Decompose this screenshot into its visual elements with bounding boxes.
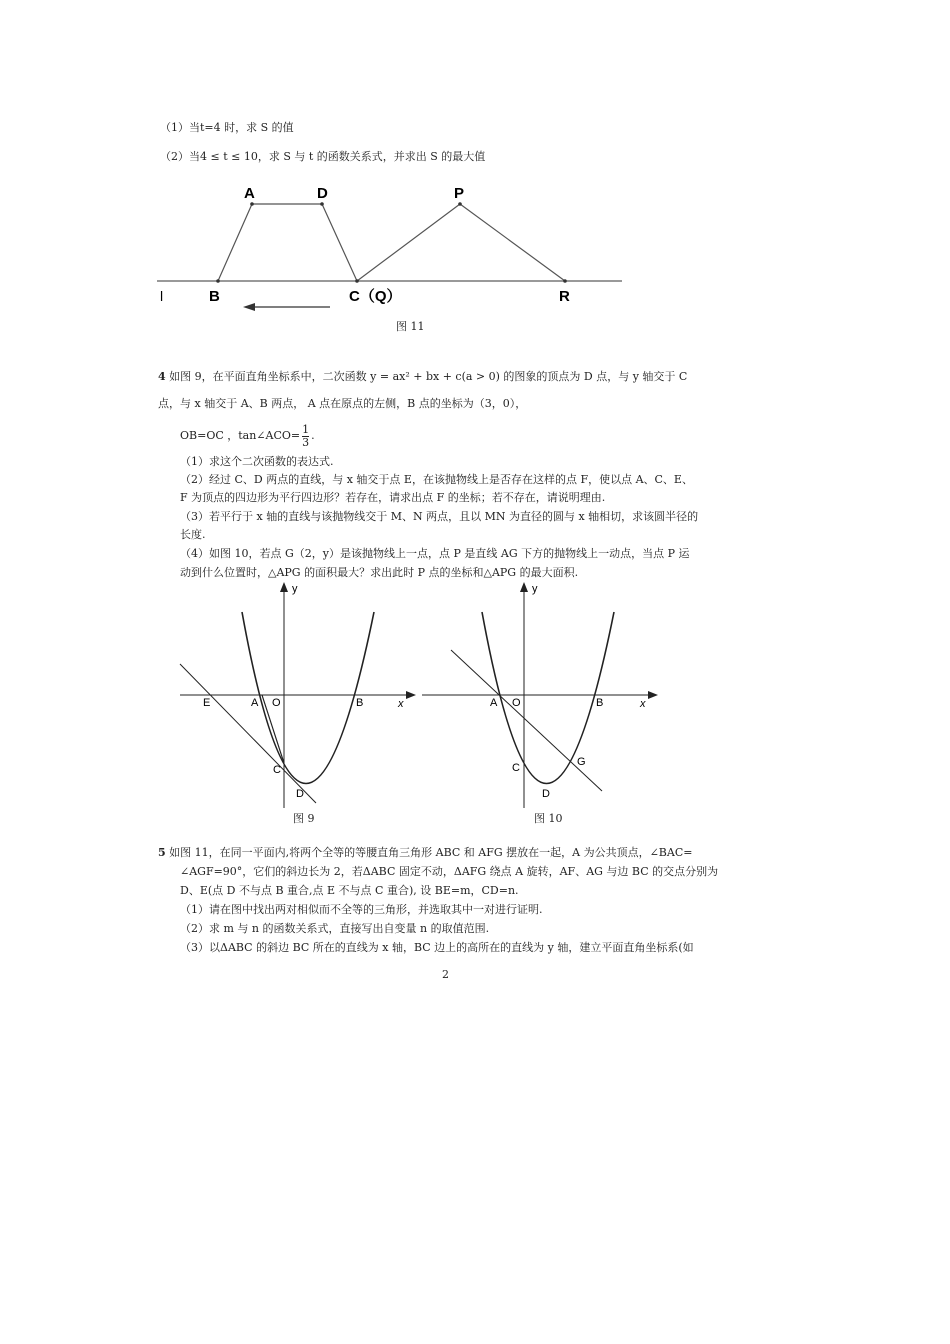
- figure-9-caption: 图 9: [293, 812, 315, 825]
- label-a: A: [251, 697, 259, 709]
- q4-line3-suffix: .: [311, 429, 315, 442]
- q4-sub2b: F 为顶点的四边形为平行四边形？若存在，请求出点 F 的坐标；若不存在，请说明理由.: [180, 491, 606, 504]
- label-d: D: [296, 788, 304, 800]
- label-e: E: [203, 697, 211, 709]
- q4-sub1: （1）求这个二次函数的表达式.: [180, 455, 334, 468]
- label-d: D: [317, 185, 328, 202]
- line-ag: [451, 650, 602, 791]
- figure-10: [415, 580, 665, 810]
- q5-number: 5: [158, 846, 166, 859]
- q4-sub4b: 动到什么位置时，△APG 的面积最大？求出此时 P 点的坐标和△APG 的最大面积.: [180, 566, 579, 579]
- q3-sub1: （1）当t=4 时，求 S 的值: [160, 121, 294, 134]
- label-a: A: [244, 185, 255, 202]
- q4-line2: 点，与 x 轴交于 A、B 两点， A 点在原点的左侧，B 点的坐标为（3，0），: [158, 397, 527, 410]
- label-a: A: [490, 697, 498, 709]
- label-g: G: [577, 756, 586, 768]
- trapezoid-abcd: [218, 204, 357, 281]
- q4-sub4a: （4）如图 10，若点 G（2，y）是该抛物线上一点，点 P 是直线 AG 下方的抛物线上一动点，当点 P 运: [180, 547, 690, 560]
- q4-sub3b: 长度.: [180, 528, 206, 541]
- q5-line3: D、E(点 D 不与点 B 重合,点 E 不与点 C 重合), 设 BE=m，CD=n.: [180, 884, 519, 897]
- label-o: O: [512, 697, 521, 709]
- y-axis-arrow-icon: [280, 582, 288, 592]
- q5-sub2: （2）求 m 与 n 的函数关系式，直接写出自变量 n 的取值范围.: [180, 922, 490, 935]
- fraction-denominator: 3: [302, 435, 310, 449]
- label-c: C: [512, 762, 520, 774]
- q5-line2: ∠AGF=90°，它们的斜边长为 2，若ΔABC 固定不动，ΔAFG 绕点 A 旋转，AF、AG 与边 BC 的交点分别为: [180, 865, 719, 878]
- label-y: y: [532, 583, 538, 595]
- label-p: P: [454, 185, 465, 202]
- q5-sub1: （1）请在图中找出两对相似而不全等的三角形，并选取其中一对进行证明.: [180, 903, 543, 916]
- fraction-one-third: [302, 424, 309, 449]
- q4-line3: [180, 421, 315, 451]
- q3-sub2: （2）当4 ≤ t ≤ 10，求 S 与 t 的函数关系式，并求出 S 的最大值: [160, 150, 486, 163]
- figure-11: [150, 180, 640, 340]
- label-b: B: [356, 697, 364, 709]
- label-cq: C（Q）: [349, 288, 402, 305]
- label-x: x: [640, 698, 646, 710]
- page-number: 2: [442, 968, 449, 981]
- q5-line1: [158, 846, 692, 860]
- q4-number: 4: [158, 370, 166, 383]
- q4-sub3a: （3）若平行于 x 轴的直线与该抛物线交于 M、N 两点，且以 MN 为直径的圆与 x 轴相切，求该圆半径的: [180, 510, 699, 523]
- label-x: x: [398, 698, 404, 710]
- q5-line1-text: 如图 11，在同一平面内,将两个全等的等腰直角三角形 ABC 和 AFG 摆放在一起，A 为公共顶点，∠BAC=: [169, 846, 693, 859]
- q4-line3-prefix: OB=OC ，tan∠ACO=: [180, 429, 301, 442]
- x-axis-arrow-icon: [648, 691, 658, 699]
- label-b: B: [596, 697, 604, 709]
- fraction-numerator: 1: [302, 422, 310, 436]
- figure-10-caption: 图 10: [534, 812, 563, 825]
- triangle-pqr: [357, 204, 565, 281]
- line-cd: [180, 664, 316, 803]
- label-o: O: [272, 697, 281, 709]
- figure-9: [170, 580, 420, 810]
- parabola: [242, 612, 374, 784]
- arrow-head-icon: [243, 303, 255, 311]
- label-r: R: [559, 288, 570, 305]
- label-y: y: [292, 583, 298, 595]
- q5-sub3: （3）以ΔABC 的斜边 BC 所在的直线为 x 轴，BC 边上的高所在的直线为 y 轴，建立平面直角坐标系(如: [180, 941, 694, 954]
- q4-line1-text: 如图 9，在平面直角坐标系中，二次函数 y = ax² + bx + c(a > 0) 的图象的顶点为 D 点，与 y 轴交于 C: [169, 370, 688, 383]
- label-c: C: [273, 764, 281, 776]
- y-axis-arrow-icon: [520, 582, 528, 592]
- q4-sub2a: （2）经过 C、D 两点的直线，与 x 轴交于点 E，在该抛物线上是否存在这样的点 F，使以点 A、C、E、: [180, 473, 693, 486]
- label-b: B: [209, 288, 220, 305]
- figure-11-caption: 图 11: [396, 320, 425, 333]
- label-l: l: [160, 288, 164, 304]
- q4-line1: [158, 370, 687, 384]
- label-d: D: [542, 788, 550, 800]
